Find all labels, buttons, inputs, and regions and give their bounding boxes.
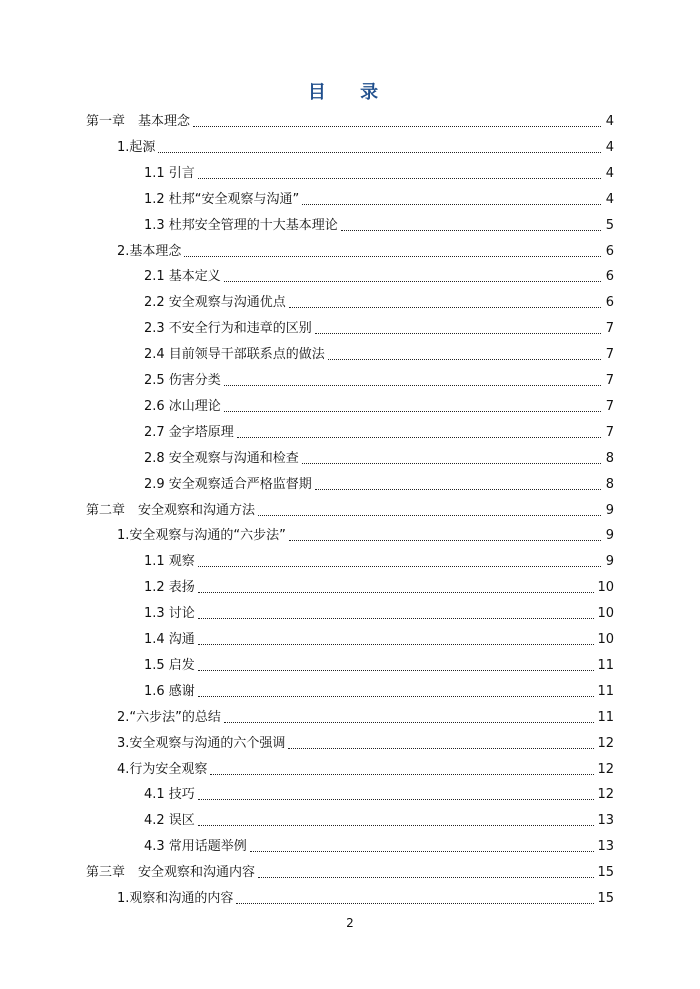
toc-entry[interactable] bbox=[117, 704, 614, 726]
toc-entry-label: 2.9 安全观察适合严格监督期 bbox=[144, 476, 312, 492]
toc-entry[interactable] bbox=[144, 212, 614, 234]
toc-entry-label: 4.行为安全观察 bbox=[117, 761, 208, 777]
toc-entry-page: 7 bbox=[605, 398, 614, 414]
toc-entry-page: 6 bbox=[605, 269, 614, 285]
toc-entry-page: 15 bbox=[597, 891, 614, 906]
dot-leader bbox=[198, 592, 595, 593]
dot-leader bbox=[315, 489, 601, 490]
toc-entry[interactable] bbox=[144, 186, 614, 208]
toc-entry-page: 7 bbox=[605, 373, 614, 388]
toc-entry-label: 第一章 基本理念 bbox=[86, 114, 191, 129]
toc-entry[interactable] bbox=[144, 807, 614, 829]
dot-leader bbox=[224, 722, 595, 723]
toc-entry[interactable] bbox=[117, 885, 614, 907]
dot-leader bbox=[224, 281, 601, 282]
toc-entry-label: 2.4 目前领导干部联系点的做法 bbox=[144, 347, 325, 363]
toc-entry-label: 4.1 技巧 bbox=[144, 787, 195, 803]
toc-entry-page: 9 bbox=[605, 528, 614, 544]
toc-entry[interactable] bbox=[144, 341, 614, 363]
toc-entry-label: 2.“六步法”的总结 bbox=[117, 709, 221, 725]
toc-entry[interactable] bbox=[144, 548, 614, 570]
toc-entry-page: 13 bbox=[597, 813, 614, 829]
toc-entry[interactable] bbox=[144, 781, 614, 803]
toc-entry-label: 1.2 杜邦“安全观察与沟通” bbox=[144, 191, 300, 207]
toc-entry-label: 1.安全观察与沟通的“六步法” bbox=[117, 528, 286, 544]
dot-leader bbox=[198, 618, 595, 619]
toc-entry-label: 2.3 不安全行为和违章的区别 bbox=[144, 321, 312, 337]
toc-entry[interactable] bbox=[144, 160, 614, 182]
toc-entry-page: 4 bbox=[605, 191, 614, 207]
dot-leader bbox=[328, 359, 601, 360]
toc-entry[interactable] bbox=[86, 108, 614, 130]
toc-entry-page: 11 bbox=[597, 683, 614, 699]
toc-entry[interactable] bbox=[144, 652, 614, 674]
dot-leader bbox=[302, 204, 601, 205]
dot-leader bbox=[198, 696, 595, 697]
toc-entry-label: 3.安全观察与沟通的六个强调 bbox=[117, 735, 286, 751]
toc-entry-page: 9 bbox=[605, 554, 614, 570]
toc-entry-page: 8 bbox=[605, 476, 614, 492]
toc-entry-page: 7 bbox=[605, 347, 614, 363]
toc-entry-label: 1.3 讨论 bbox=[144, 606, 195, 622]
dot-leader bbox=[184, 256, 601, 257]
toc-entry-label: 2.8 安全观察与沟通和检查 bbox=[144, 450, 299, 466]
toc-entry-label: 2.2 安全观察与沟通优点 bbox=[144, 295, 286, 311]
toc-entry[interactable] bbox=[144, 263, 614, 285]
dot-leader bbox=[289, 307, 601, 308]
toc-entry[interactable] bbox=[144, 574, 614, 596]
toc-entry[interactable] bbox=[117, 756, 614, 778]
dot-leader bbox=[258, 877, 594, 878]
dot-leader bbox=[224, 385, 601, 386]
toc-entry-page: 11 bbox=[597, 709, 614, 725]
toc-entry[interactable] bbox=[144, 626, 614, 648]
toc-entry[interactable] bbox=[144, 678, 614, 700]
toc-entry-page: 8 bbox=[605, 450, 614, 466]
dot-leader bbox=[302, 463, 601, 464]
dot-leader bbox=[236, 903, 594, 904]
toc-entry[interactable] bbox=[144, 445, 614, 467]
toc-entry-label: 2.1 基本定义 bbox=[144, 269, 221, 285]
dot-leader bbox=[315, 333, 601, 334]
dot-leader bbox=[250, 851, 595, 852]
toc-entry-page: 5 bbox=[605, 217, 614, 233]
toc-entry-label: 1.1 观察 bbox=[144, 554, 195, 570]
dot-leader bbox=[198, 799, 595, 800]
toc-entry[interactable] bbox=[144, 289, 614, 311]
dot-leader bbox=[258, 515, 601, 516]
toc-entry-page: 4 bbox=[605, 114, 614, 129]
toc-entry[interactable] bbox=[144, 600, 614, 622]
toc-entry-page: 12 bbox=[597, 787, 614, 803]
dot-leader bbox=[158, 152, 601, 153]
dot-leader bbox=[289, 540, 601, 541]
toc-entry[interactable] bbox=[86, 497, 614, 519]
toc-entry-label: 2.5 伤害分类 bbox=[144, 373, 221, 388]
dot-leader bbox=[341, 230, 601, 231]
toc-title: 目 录 bbox=[307, 82, 393, 103]
toc-entry-page: 6 bbox=[605, 243, 614, 259]
toc-entry-page: 9 bbox=[605, 502, 614, 518]
dot-leader bbox=[198, 644, 595, 645]
dot-leader bbox=[224, 411, 601, 412]
toc-entry-page: 12 bbox=[597, 761, 614, 777]
toc-entry[interactable] bbox=[144, 471, 614, 493]
toc-entry-label: 1.5 启发 bbox=[144, 657, 195, 673]
toc-entry-label: 2.6 冰山理论 bbox=[144, 398, 221, 414]
page-number: 2 bbox=[346, 916, 354, 930]
toc-entry-page: 4 bbox=[605, 165, 614, 181]
toc-entry-label: 4.2 误区 bbox=[144, 813, 195, 829]
toc-entry-label: 1.6 感谢 bbox=[144, 683, 195, 699]
toc-entry-page: 7 bbox=[605, 424, 614, 440]
toc-entry-label: 1.4 沟通 bbox=[144, 632, 195, 647]
toc-entry-label: 1.3 杜邦安全管理的十大基本理论 bbox=[144, 217, 338, 233]
toc-entry[interactable] bbox=[144, 419, 614, 441]
toc-entry-label: 1.起源 bbox=[117, 139, 156, 155]
dot-leader bbox=[210, 774, 594, 775]
toc-entry[interactable] bbox=[117, 134, 614, 156]
toc-entry-page: 10 bbox=[597, 632, 614, 647]
toc-entry-page: 10 bbox=[597, 580, 614, 596]
toc-entry-label: 1.1 引言 bbox=[144, 165, 195, 181]
dot-leader bbox=[193, 126, 601, 127]
toc-entry-label: 1.观察和沟通的内容 bbox=[117, 891, 234, 906]
toc-entry-label: 2.7 金字塔原理 bbox=[144, 424, 234, 440]
dot-leader bbox=[288, 748, 594, 749]
toc-entry-page: 4 bbox=[605, 139, 614, 155]
toc-entry[interactable] bbox=[117, 522, 614, 544]
toc-entry-label: 第二章 安全观察和沟通方法 bbox=[86, 502, 256, 518]
toc-entry[interactable] bbox=[144, 315, 614, 337]
dot-leader bbox=[198, 178, 601, 179]
toc-entry-page: 13 bbox=[597, 839, 614, 855]
toc-entry[interactable] bbox=[144, 833, 614, 855]
dot-leader bbox=[237, 437, 601, 438]
toc-entry-label: 2.基本理念 bbox=[117, 243, 182, 259]
toc-entry-page: 15 bbox=[597, 865, 614, 881]
toc-entry-page: 12 bbox=[597, 735, 614, 751]
toc-entry-page: 7 bbox=[605, 321, 614, 337]
toc-entry[interactable] bbox=[144, 393, 614, 415]
toc-entry-label: 第三章 安全观察和沟通内容 bbox=[86, 865, 256, 881]
dot-leader bbox=[198, 566, 601, 567]
toc-entry-label: 1.2 表扬 bbox=[144, 580, 195, 596]
toc-entry[interactable] bbox=[117, 238, 614, 260]
dot-leader bbox=[198, 670, 595, 671]
toc-entry-page: 10 bbox=[597, 606, 614, 622]
toc-entry[interactable] bbox=[117, 730, 614, 752]
toc-entry[interactable] bbox=[144, 367, 614, 389]
dot-leader bbox=[198, 825, 595, 826]
toc-entry[interactable] bbox=[86, 859, 614, 881]
toc-entry-label: 4.3 常用话题举例 bbox=[144, 839, 247, 855]
toc-entry-page: 6 bbox=[605, 295, 614, 311]
toc-entry-page: 11 bbox=[597, 657, 614, 673]
